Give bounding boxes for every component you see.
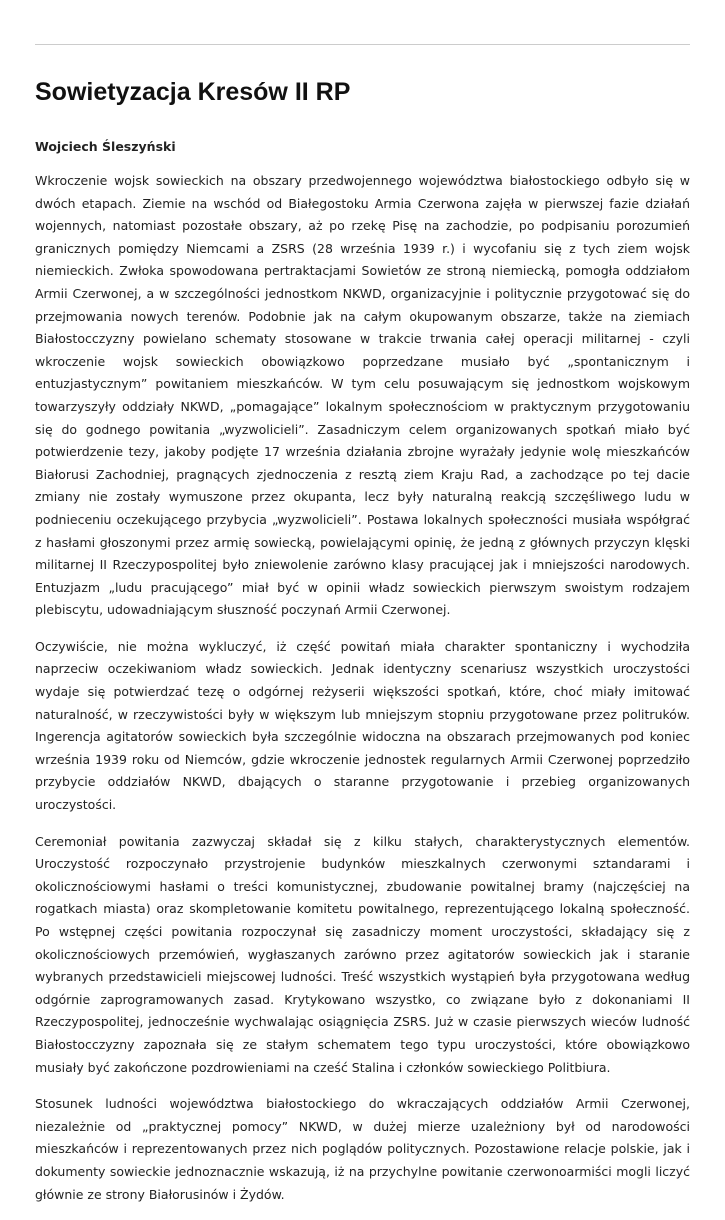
article-paragraph: Wkroczenie wojsk sowieckich na obszary przedwojennego województwa białostockiego odbyło się w dwóch etapach. Ziemie na wschód od Białegostoku Armia Czerwona zajęła w pierwszej fazie działań wojennych, natomiast pozostałe obszary, aż po rzekę Pisę na zachodzie, po podpisaniu porozumień granicznych pomiędzy Niemcami a ZSRS (28 września 1939 r.) i wycofaniu się z tych ziem wojsk niemieckich. Zwłoka spowodowana pertraktacjami Sowietów ze stroną niemiecką, pomogła oddziałom Armii Czerwonej, a w szczególności jednostkom NKWD, organizacyjnie i politycznie przygotować się do przejmowania nowych terenów. Podobnie jak na całym okupowanym obszarze, także na ziemiach Białostocczyzny powielano schematy stosowane w trakcie trwania całej operacji militarnej - czyli wkroczenie wojsk sowieckich obowiązkowo poprzedzane musiało być „spontanicznym i entuzjastycznym” powitaniem mieszkańców. W tym celu posuwającym się jednostkom wojskowym towarzyszyły oddziały NKWD, „pomagające” lokalnym społecznościom w praktycznym przygotowaniu się do godnego powitania „wyzwolicieli”. Zasadniczym celem organizowanych spotkań miało być potwierdzenie tezy, jakoby podjęte 17 września działania zbrojne wyrażały jedynie wolę mieszkańców Białorusi Zachodniej, pragnących zjednoczenia z resztą ziem Kraju Rad, a zachodzące po tej dacie zmiany nie zostały wymuszone przez okupanta, lecz były naturalną reakcją szczęśliwego ludu w podnieceniu oczekującego przybycia „wyzwolicieli”. Postawa lokalnych społeczności musiała współgrać z hasłami głoszonymi przez armię sowiecką, powielającymi opinię, że jedną z głównych przyczyn klęski militarnej II Rzeczypospolitej było zniewolenie zarówno klasy pracującej jak i mniejszości narodowych. Entuzjazm „ludu pracującego” miał być w opinii władz sowieckich pierwszym swoistym rodzajem plebiscytu, udowadniającym słuszność poczynań Armii Czerwonej. [35,173,690,618]
article-author: Wojciech Śleszyński [35,139,176,154]
article-paragraph: Ceremoniał powitania zazwyczaj składał się z kilku stałych, charakterystycznych elementów. Uroczystość rozpoczynało przystrojenie budynków mieszkalnych czerwonymi sztandarami i okolicznościowymi hasłami o treści komunistycznej, zbudowanie powitalnej bramy (najczęściej na rogatkach miasta) oraz skompletowanie komitetu powitalnego, reprezentującego lokalną społeczność. Po wstępnej części powitania rozpoczynał się zasadniczy moment uroczystości, składający się z okolicznościowych przemówień, wygłaszanych zarówno przez agitatorów sowieckich jak i staranie wybranych przedstawicieli miejscowej ludności. Treść wszystkich wystąpień była przygotowana według odgórnie zaprogramowanych zasad. Krytykowano wszystko, co związane było z dokonaniami II Rzeczypospolitej, jednocześnie wychwalając osiągnięcia ZSRS. Już w czasie pierwszych wieców ludność Białostocczyzny zapoznała się ze stałym schematem tego typu uroczystości, które obowiązkowo musiały być zakończone pozdrowieniami na cześć Stalina i członków sowieckiego Politbiura. [35,833,690,1075]
header-divider [35,44,690,45]
article-paragraph: Stosunek ludności województwa białostockiego do wkraczających oddziałów Armii Czerwonej, niezależnie od „praktycznej pomocy” NKWD, w dużej mierze uzależniony był od narodowości mieszkańców i reprezentowanych przez nich poglądów politycznych. Pozostawione relacje polskie, jak i dokumenty sowieckie jednoznacznie wskazują, iż na przychylne powitanie czerwonoarmiści mogli liczyć głównie ze strony Białorusinów i Żydów. [35,1096,690,1202]
article-body [35,170,690,1220]
article-title: Sowietyzacja Kresów II RP [35,78,351,106]
article-paragraph: Oczywiście, nie można wykluczyć, iż część powitań miała charakter spontaniczny i wychodziła naprzeciw oczekiwaniom władz sowieckich. Jednak identyczny scenariusz wszystkich uroczystości wydaje się potwierdzać tezę o odgórnej reżyserii większości spotkań, które, choć miały imitować naturalność, w rzeczywistości były w większym lub mniejszym stopniu przygotowane przez politruków. Ingerencja agitatorów sowieckich była szczególnie widoczna na obszarach przejmowanych pod koniec września 1939 roku od Niemców, gdzie wkroczenie jednostek regularnych Armii Czerwonej poprzedziło przybycie oddziałów NKWD, dbających o staranne przygotowanie i przebieg organizowanych uroczystości. [35,638,690,813]
